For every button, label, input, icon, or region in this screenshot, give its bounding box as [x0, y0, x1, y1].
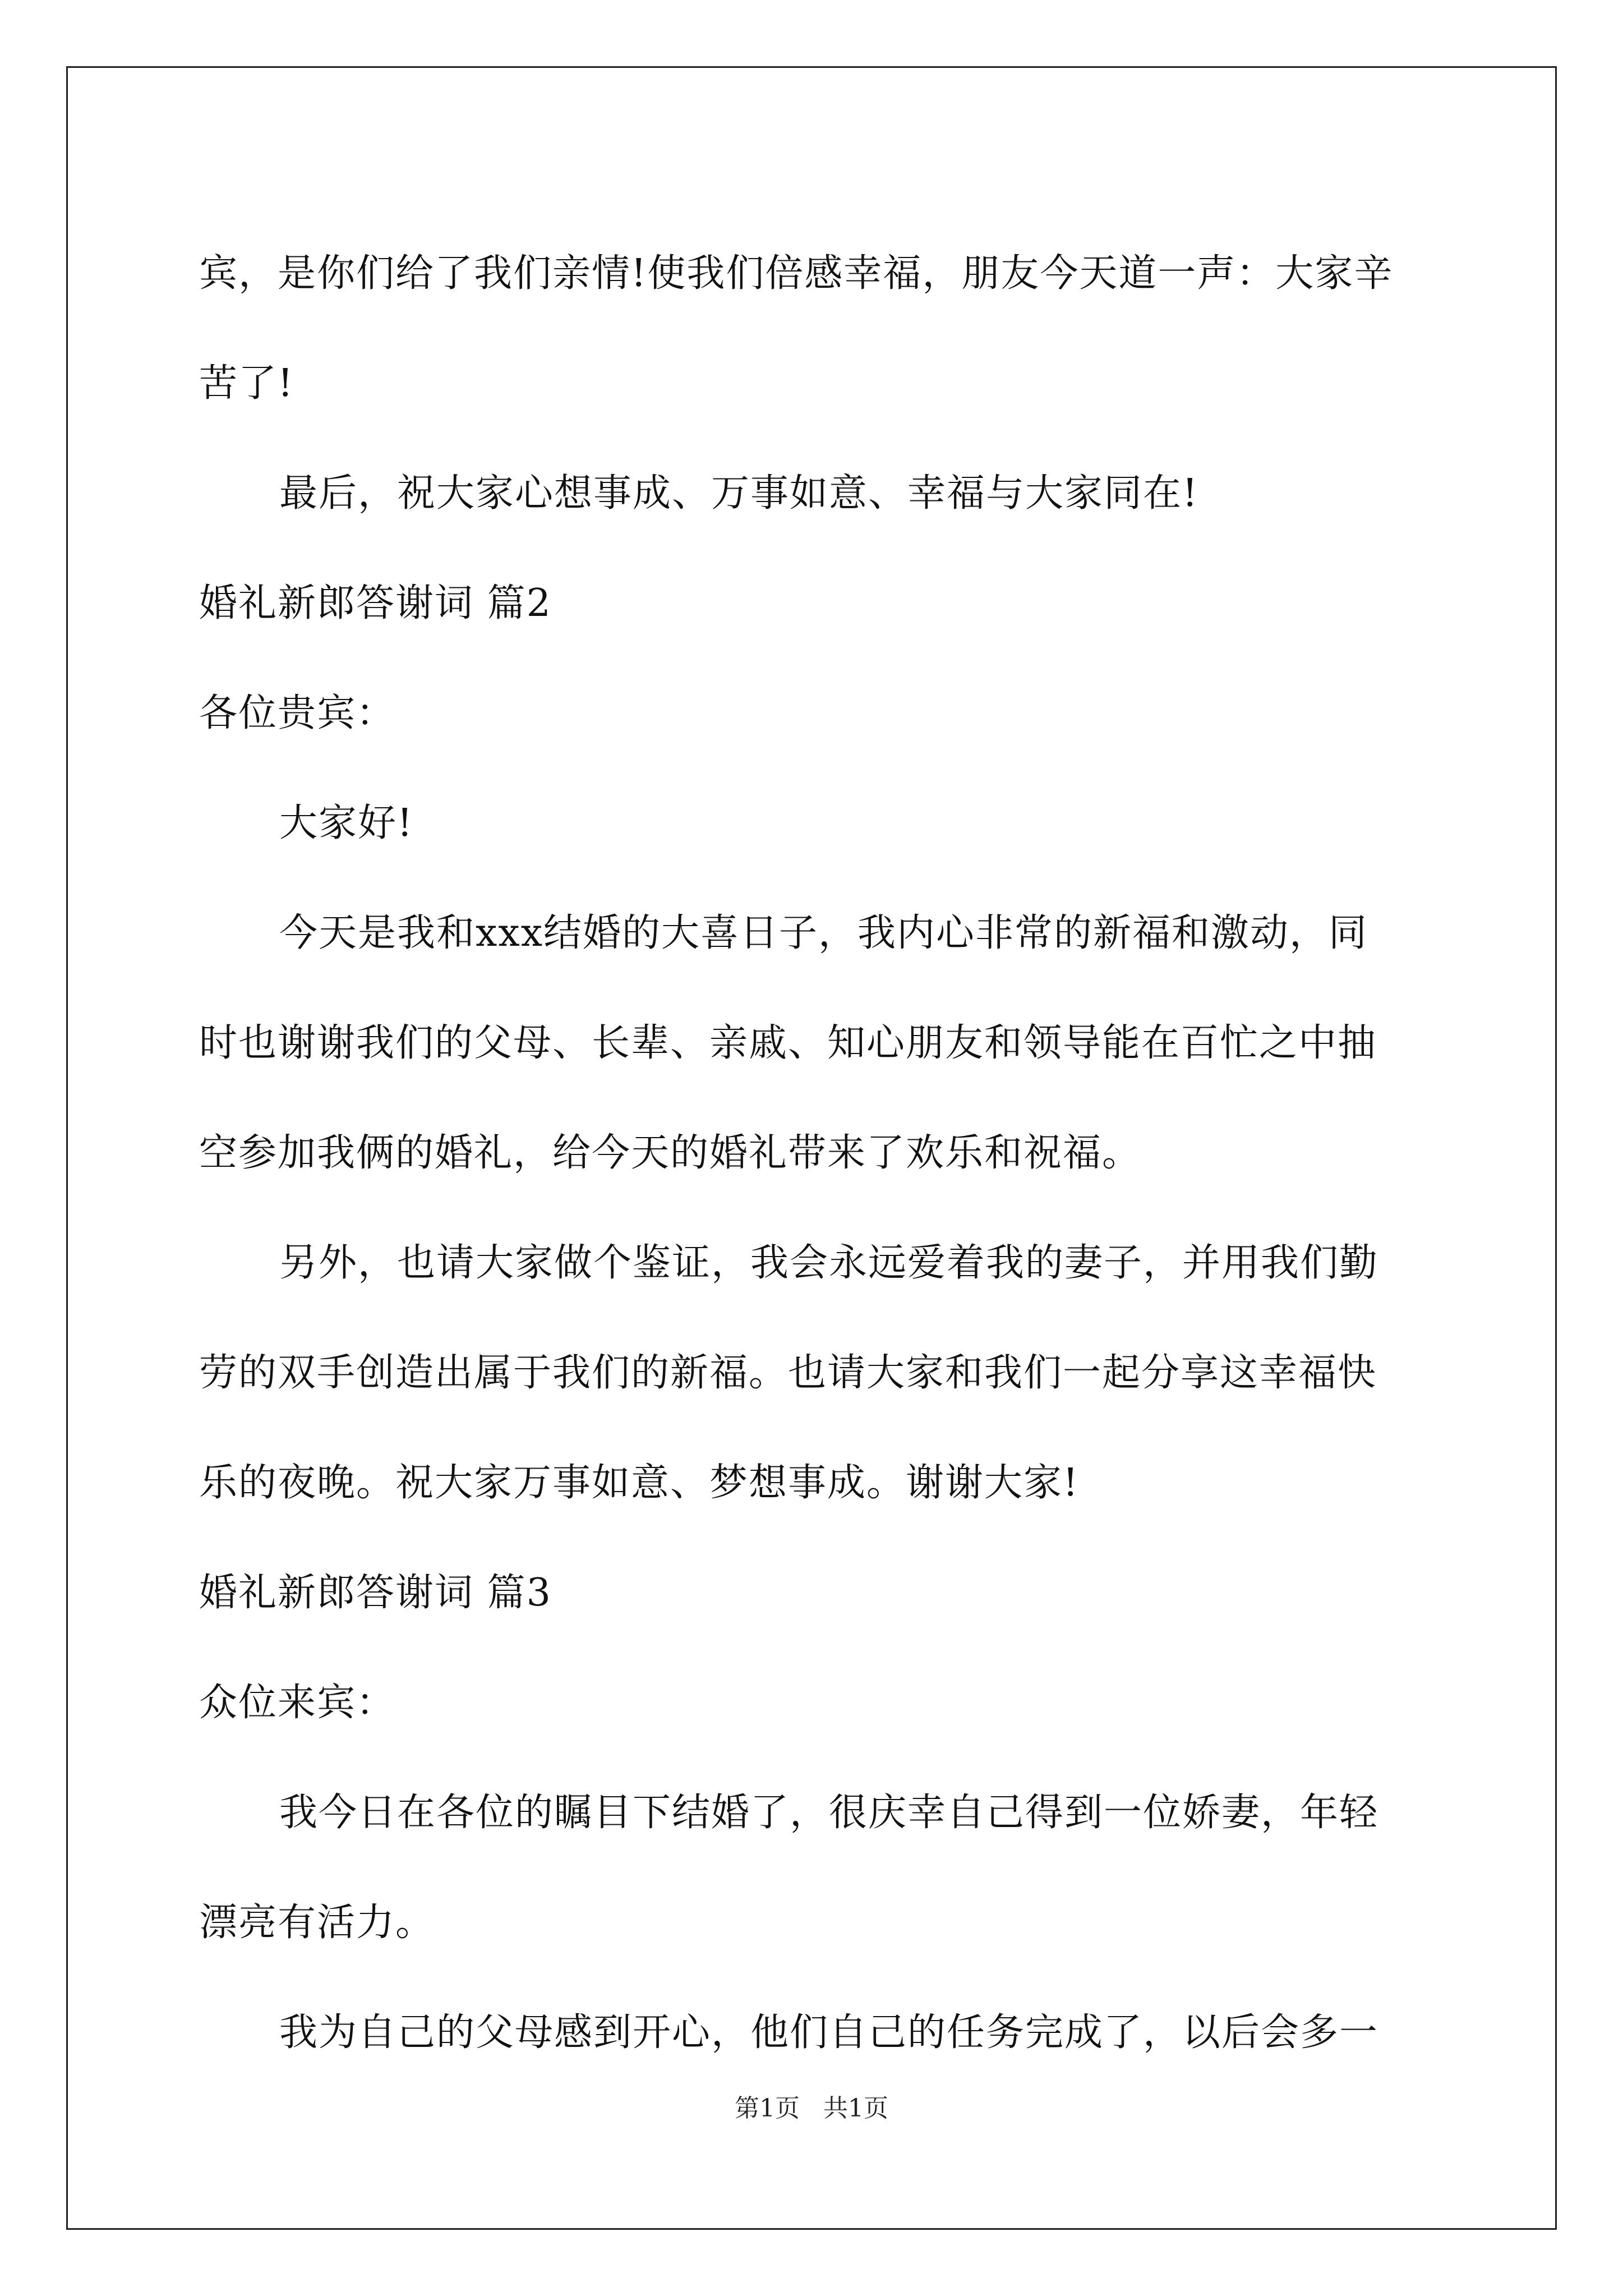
- page-footer: [0, 2088, 1623, 2124]
- page-number: 第1页: [735, 2094, 800, 2123]
- text-line: 劳的双手创造出属于我们的新福。也请大家和我们一起分享这幸福快: [199, 1351, 1377, 1395]
- text-line: 我今日在各位的瞩目下结婚了，很庆幸自己得到一位娇妻，年轻: [279, 1791, 1379, 1835]
- text-line: 宾，是你们给了我们亲情!使我们倍感幸福，朋友今天道一声：大家辛: [199, 251, 1394, 296]
- text-line: 我为自己的父母感到开心，他们自己的任务完成了，以后会多一: [279, 2010, 1379, 2055]
- text-line: 时也谢谢我们的父母、长辈、亲戚、知心朋友和领导能在百忙之中抽: [199, 1021, 1377, 1065]
- document-body: [199, 219, 1430, 2088]
- text-line: 最后，祝大家心想事成、万事如意、幸福与大家同在!: [279, 471, 1199, 516]
- text-line: 苦了!: [199, 361, 294, 406]
- text-line: 漂亮有活力。: [199, 1901, 435, 1945]
- text-line: 空参加我俩的婚礼，给今天的婚礼带来了欢乐和祝福。: [199, 1131, 1142, 1175]
- text-line: 今天是我和xxx结婚的大喜日子，我内心非常的新福和激动，同: [279, 911, 1368, 955]
- text-line: 另外，也请大家做个鉴证，我会永远爱着我的妻子，并用我们勤: [279, 1241, 1379, 1285]
- text-line: 大家好!: [279, 801, 414, 845]
- salutation: 各位贵宾：: [199, 691, 396, 735]
- page-total: 共1页: [823, 2094, 888, 2123]
- salutation: 众位来宾：: [199, 1681, 396, 1725]
- section-heading: 婚礼新郎答谢词 篇2: [199, 581, 552, 625]
- text-line: 乐的夜晚。祝大家万事如意、梦想事成。谢谢大家!: [199, 1461, 1080, 1505]
- section-heading: 婚礼新郎答谢词 篇3: [199, 1571, 552, 1615]
